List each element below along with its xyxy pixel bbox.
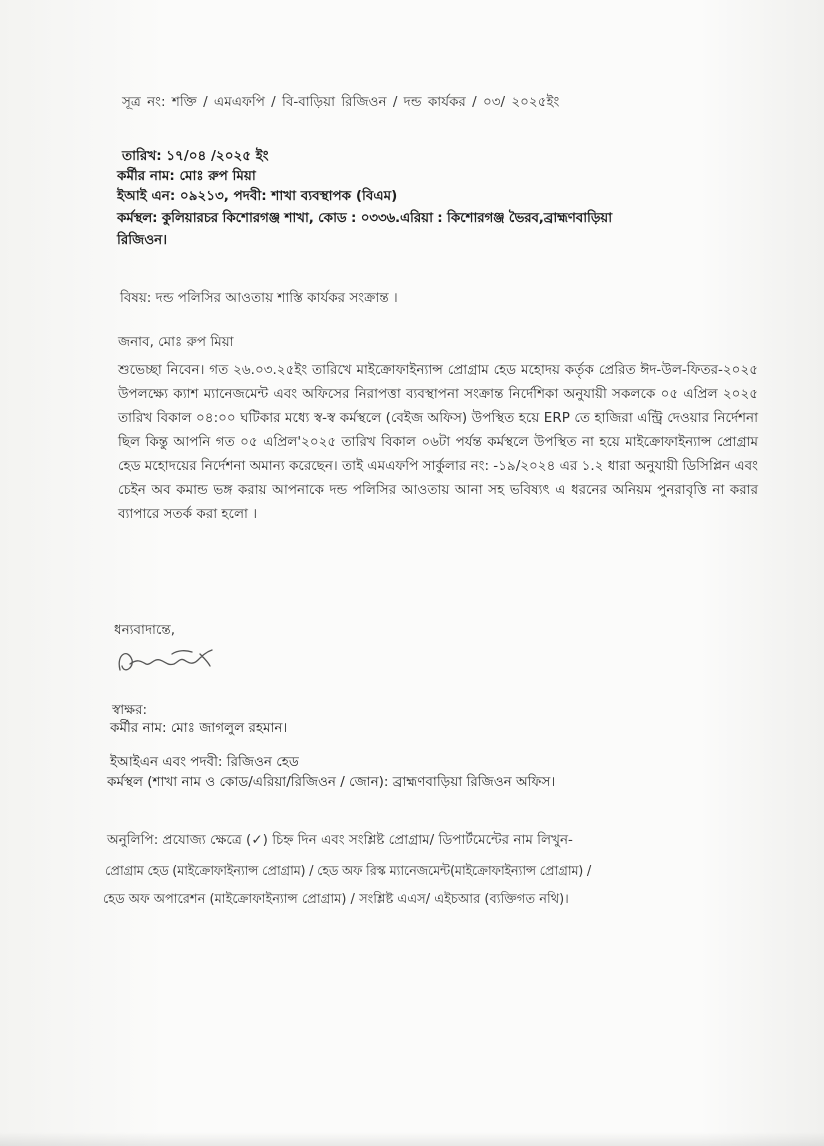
recipient-id-designation: ইআই এন: ০৯২১৩, পদবী: শাখা ব্যবস্থাপক (বিএম)	[117, 188, 398, 204]
handwritten-signature	[112, 640, 222, 682]
signature-label: স্বাক্ষর:	[112, 702, 148, 718]
closing: ধন্যবাদান্তে,	[114, 622, 175, 638]
memo-reference: সূত্র নং: শক্তি / এমএফপি / বি-বাড়িয়া রিজিওন / দন্ড কার্যকর / ০৩/ ২০২৫ইং	[122, 94, 560, 110]
page-bottom-shadow	[0, 1132, 824, 1146]
letter-body: শুভেচ্ছা নিবেন। গত ২৬.০৩.২৫ইং তারিখে মাইক্রোফাইন্যান্স প্রোগ্রাম হেড মহোদয় কর্তৃক প্রেরিত ঈদ-উল-ফিতর-২০২৫ উপলক্ষ্যে ক্যাশ ম্যানেজমেন্ট এবং অফিসের নিরাপত্তা ব্যবস্থাপনা সংক্রান্ত নির্দেশিকা অনুযায়ী সকলকে ০৫ এপ্রিল ২০২৫ তারিখ বিকাল ০৪:০০ ঘটিকার মধ্যে স্ব-স্ব কর্মস্থলে (বেইজ অফিস) উপস্থিত হয়ে ERP তে হাজিরা এন্ট্রি দেওয়ার নির্দেশনা ছিল কিন্তু আপনি গত ০৫ এপ্রিল'২০২৫ তারিখ বিকাল ০৬টা পর্যন্ত কর্মস্থলে উপস্থিত না হয়ে মাইক্রোফাইন্যান্স প্রোগ্রাম হেড মহোদয়ের নির্দেশনা অমান্য করেছেন। তাই এমএফপি সার্কুলার নং: -১৯/২০২৪ এর ১.২ ধারা অনুযায়ী ডিসিপ্লিন এবং চেইন অব কমান্ড ভঙ্গ করায় আপনাকে দন্ড পলিসির আওতায় আনা সহ ভবিষ্যৎ এ ধরনের অনিয়ম পুনরাবৃত্তি না করার ব্যাপারে সতর্ক করা হলো ।	[118, 362, 758, 522]
cc-intro: অনুলিপি: প্রযোজ্য ক্ষেত্রে (✓) চিহ্ন দিন এবং সংশ্লিষ্ট প্রোগ্রাম/ ডিপার্টমেন্টের নাম লিখুন-	[107, 832, 573, 848]
cc-line1: প্রোগ্রাম হেড (মাইক্রোফাইন্যান্স প্রোগ্রাম) / হেড অফ রিস্ক ম্যানেজমেন্ট(মাইক্রোফাইন্যান্স প্রোগ্রাম) /	[105, 864, 591, 879]
recipient-workplace-line1: কর্মস্থল: কুলিয়ারচর কিশোরগঞ্জ শাখা, কোড : ০৩৩৬.এরিয়া : কিশোরগঞ্জ ভৈরব,ব্রাহ্মণবাড়িয়া	[117, 210, 612, 226]
date: তারিখ: ১৭/০৪ /২০২৫ ইং	[122, 148, 269, 164]
recipient-workplace-line2: রিজিওন।	[117, 232, 168, 248]
salutation: জনাব, মোঃ রুপ মিয়া	[118, 334, 234, 350]
sender-name: কর্মীর নাম: মোঃ জাগলুল রহমান।	[110, 720, 288, 736]
sender-workplace: কর্মস্থল (শাখা নাম ও কোড/এরিয়া/রিজিওন / জোন): ব্রাহ্মণবাড়িয়া রিজিওন অফিস।	[107, 774, 556, 790]
subject: বিষয়: দন্ড পলিসির আওতায় শাস্তি কার্যকর সংক্রান্ত ।	[120, 290, 398, 306]
cc-line2: হেড অফ অপারেশন (মাইক্রোফাইন্যান্স প্রোগ্রাম) / সংশ্লিষ্ট এএস/ এইচআর (ব্যক্তিগত নথি)।	[103, 892, 569, 907]
recipient-name: কর্মীর নাম: মোঃ রুপ মিয়া	[117, 168, 256, 184]
sender-id-designation: ইআইএন এবং পদবী: রিজিওন হেড	[110, 754, 299, 770]
